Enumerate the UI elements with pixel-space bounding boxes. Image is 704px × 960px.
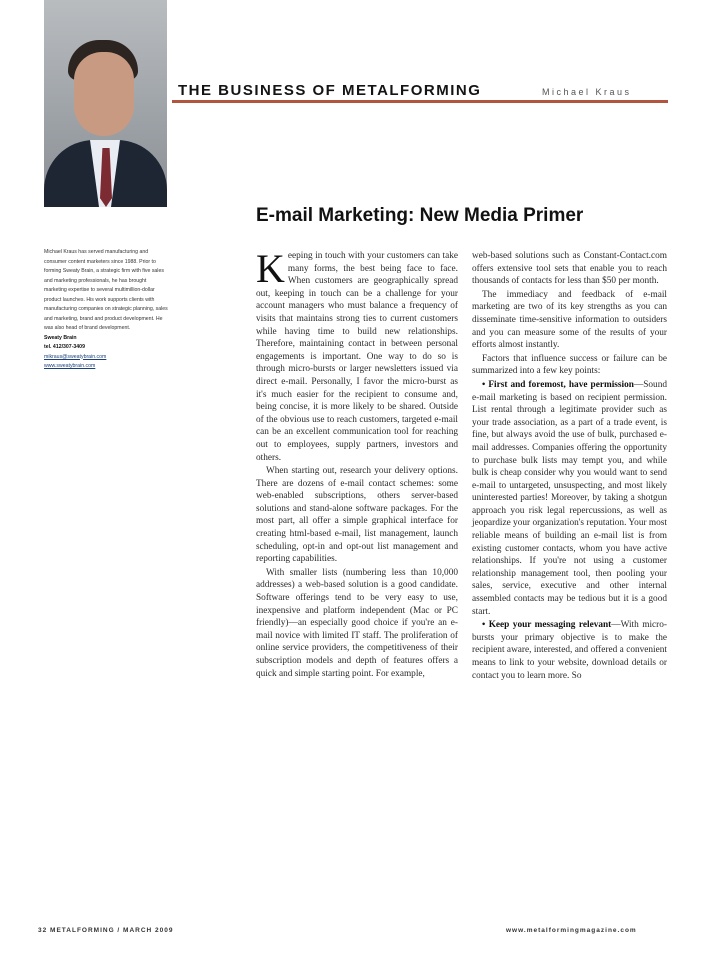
paragraph: When starting out, research your delivery options. There are dozens of e-mail contact schemes: some web-enabled subscriptions, others server-based solutions and stand-alone software packages. For the most part, all offer a simple graphical interface for creating html-based e-mail, list management, launch scheduling, opt-in and opt-out list management and reporting capabilities.	[256, 466, 458, 565]
drop-cap: K	[256, 246, 285, 291]
paragraph: web-based solutions such as Constant-Contact.com offers extensive tool sets that enable you to reach thousands of contacts for less than $50 per month.	[472, 251, 667, 287]
bio-phone: tel. 412/307-3409	[44, 344, 85, 350]
footer-website[interactable]	[506, 927, 637, 934]
bio-company: Sweaty Brain	[44, 334, 77, 341]
bullet-paragraph: • Keep your messaging relevant—With micro-bursts your primary objective is to make the recipient aware, interested, and offered a convenient means to link to your website, download details or contact you to learn more. So	[472, 620, 668, 681]
bullet-label: • First and foremost, have permission	[482, 379, 634, 390]
bullet-label: • Keep your messaging relevant	[482, 620, 612, 631]
bio-email-link[interactable]: mikraus@sweatybrain.com	[44, 353, 107, 360]
header-rule	[172, 100, 668, 103]
article-column-2	[472, 250, 667, 683]
column-author: Michael Kraus	[542, 87, 632, 97]
paragraph: With smaller lists (numbering less than 10,000 addresses) a web-based solution is a good candidate. Software offerings tend to be very easy to use, inexpensive and platform independent (Mac or PC friendly)—an especially good choice if you're an e-mail novice with limited IT staff. The proliferation of online service providers, the competitiveness of their subscription models and depth of features offers a quick and simple starting point. For example,	[256, 567, 458, 679]
column-title: THE BUSINESS OF METALFORMING	[178, 82, 482, 99]
article-title: E-mail Marketing: New Media Primer	[256, 205, 584, 226]
paragraph: Keeping in touch with your customers can take many forms, the best being face to face. When customers are geographically spread out, keeping in touch can be a challenge for your account managers who must balance a frequency of visits that maintains strong ties to current customers while having time to build new relationships. Therefore, maintaining contact in between personal engagements is important. One way to do so is through micro-bursts or larger newsletters issued via direct e-mail. Personally, I favor the micro-burst as it's much easier for the recipient to consume and, being concise, it is more likely to be shared. Outside of the obvious use to reach customers, targeted e-mail can be an excellent communication tool for reaching out to employees, supply partners, investors and others.	[256, 246, 458, 463]
bio-text: Michael Kraus has served manufacturing and consumer content marketers since 1988. Prior to forming Sweaty Brain, a strategic firm with five sales and marketing professionals, he has brought marketing expertise to several multimillion-dollar product launches. His work supports clients with manufacturing companies on strategic planning, sales and marketing, brand and product development. He was also head of brand development.	[44, 249, 168, 331]
author-bio	[44, 248, 168, 372]
author-photo	[44, 0, 167, 207]
bullet-paragraph: • First and foremost, have permission—Sound e-mail marketing is based on recipient permission. List rental through a legitimate provider such as your trade association, as a part of a trade event, is fine, but always avoid the use of bulk, purchased e-mail addresses. Companies offering the opportunity to purchase bulk lists may tempt you, and while bulk is cheap consider why you would want to send e-mail to untargeted, unsuspecting, and most likely uninterested parties! Moreover, by taking a shotgun approach you risk legal repercussions, as well as jeopardize your organization's reputation. Your most reliable means of building an e-mail list is from existing customer contacts, whom you have active relationships. If you're not using a customer relationship management tool, then pooling your sales, service, executive and other internal assembled contacts may be tedious but it is a good start.	[472, 379, 667, 617]
bio-website-link[interactable]: www.sweatybrain.com	[44, 363, 96, 369]
article-column-1	[256, 246, 458, 681]
footer-website-link[interactable]: www.metalformingmagazine.com	[506, 927, 637, 934]
footer-folio: 32 METALFORMING / MARCH 2009	[38, 927, 174, 934]
paragraph: The immediacy and feedback of e-mail marketing are two of its key strengths as you can disseminate time-sensitive information to outsiders and you can measure some of the results of your efforts almost instantly.	[472, 289, 667, 351]
paragraph: Factors that influence success or failure can be summarized into a few key points:	[472, 353, 667, 377]
